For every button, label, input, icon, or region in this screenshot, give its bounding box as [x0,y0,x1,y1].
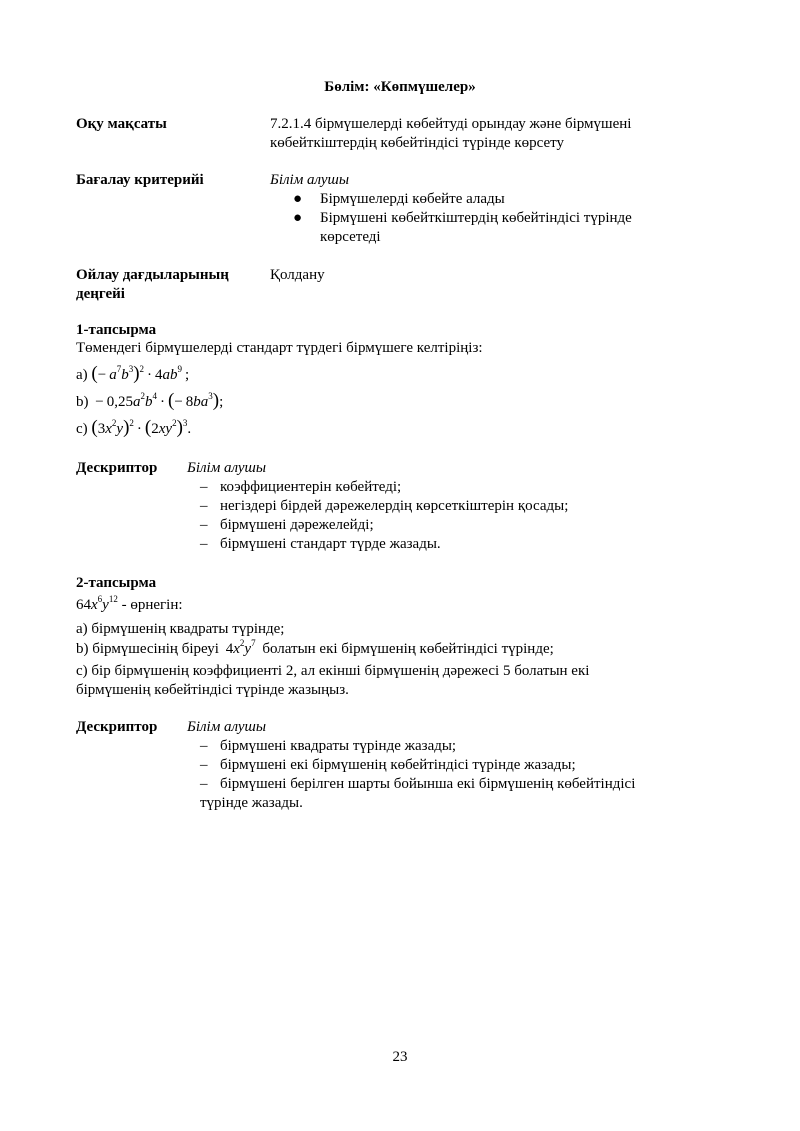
task1-item-a: a) (− $a^7b^3)^2 \cdot 4ab^9$ ; [76,363,190,384]
bullet-icon: ● [293,191,303,207]
goal-label: Оқу мақсаты [76,116,167,132]
list-item: – бірмүшені берілген шарты бойынша екі бірмүшенің көбейтіндісі [200,776,636,792]
task2-line-b: b) бірмүшесінің біреуі $4x^2y^7$ болатын екі бірмүшенің көбейтіндісі түрінде; [76,638,554,657]
list-item: – коэффициентерін көбейтеді; [200,479,402,495]
list-item: – бірмүшені екі бірмүшенің көбейтіндісі түрінде жазады; [200,757,576,773]
goal-text-line: 7.2.1.4 бірмүшелерді көбейтуді орындау және бірмүшені [270,116,632,132]
list-item: – бірмүшені квадраты түрінде жазады; [200,738,457,754]
list-item: – негіздері бірдей дәрежелердің көрсеткіштерін қосады; [200,498,569,514]
criteria-list [290,190,690,247]
task1-item-b: $b) - 0,25a^2b^4$ · (− $8ba^3$); [76,390,224,411]
task2-line-a: a) бірмүшенің квадраты түрінде; [76,621,285,637]
criteria-intro: Білім алушы [270,172,350,188]
task2-expression: $64x^6y^{12}$ - өрнегін: [76,594,183,613]
task1-instruction: Төмендегі бірмүшелерді стандарт түрдегі бірмүшеге келтіріңіз: [76,340,483,356]
descriptor1-intro: Білім алушы [187,460,267,476]
descriptor1-label: Дескриптор [76,460,158,476]
criteria-block [270,171,690,247]
page-number: 23 [392,1049,408,1065]
list-item: ● Бірмүшелерді көбейте алады [293,191,505,207]
task1-title: 1-тапсырма [76,322,157,338]
task1-item-c: c) $(3x^2y)^2 \cdot (2xy^2)^3$. [76,417,192,438]
descriptor2-intro: Білім алушы [187,719,267,735]
descriptor2-label: Дескриптор [76,719,158,735]
section-title: Бөлім: «Көпмүшелер» [324,79,476,95]
bullet-icon: ● [293,210,303,226]
goal-text-line: көбейткіштердің көбейтіндісі түрінде көрсету [270,135,565,151]
skills-value: Қолдану [270,267,325,283]
descriptor2-list [200,737,690,794]
descriptor1-list [200,478,568,554]
task2-title: 2-тапсырма [76,575,157,591]
list-item: ● Бірмүшені көбейткіштердің көбейтіндісі түрінде көрсетеді [293,210,632,245]
skills-label: Ойлау дағдыларының деңгейі [76,267,229,302]
list-item: – бірмүшені стандарт түрде жазады. [200,536,441,552]
criteria-label: Бағалау критерийі [76,172,204,188]
list-item: – бірмүшені дәрежелейді; [200,517,374,533]
task2-line-c: c) бір бірмүшенің коэффициенті 2, ал екінші бірмүшенің дәрежесі 5 болатын екі бірмүшенің көбейтіндісі түрінде жазыңыз. [76,663,590,698]
goal-text [270,115,631,153]
descriptor2-item-continuation: түрінде жазады. [200,795,303,811]
